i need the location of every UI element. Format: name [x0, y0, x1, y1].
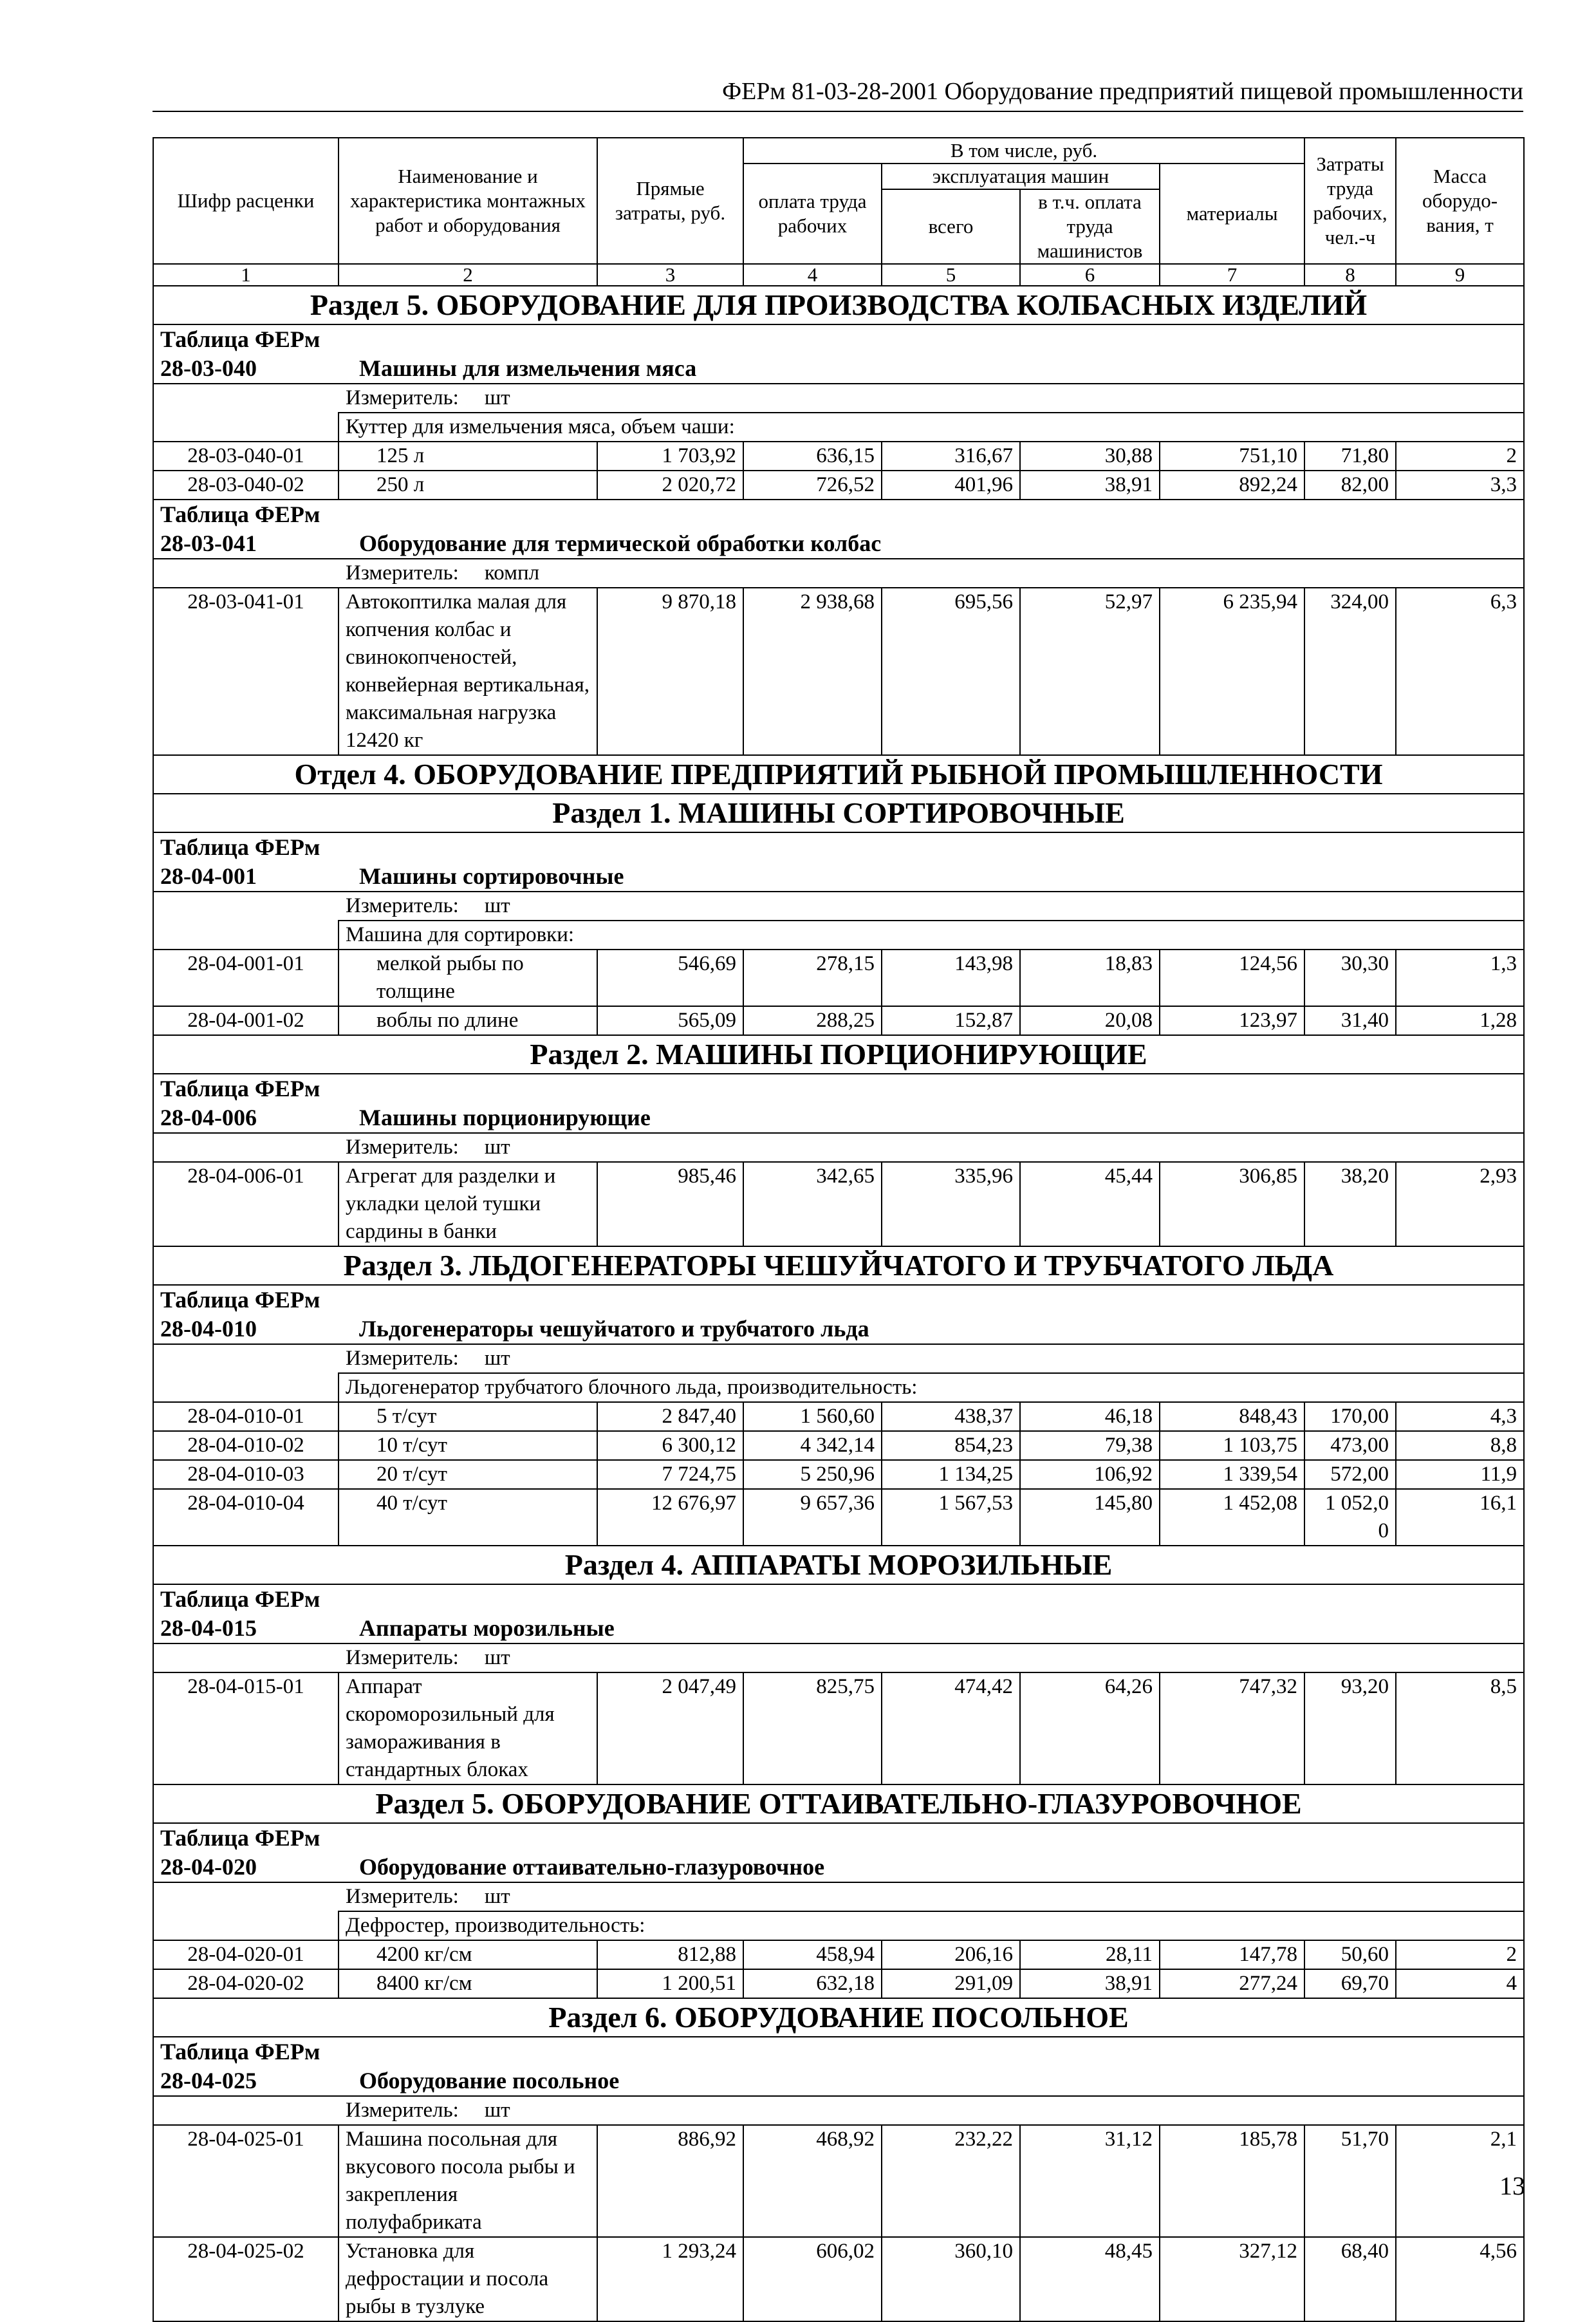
work-name: воблы по длине — [339, 1006, 597, 1035]
measure-row — [153, 384, 1524, 413]
table-title — [153, 2037, 1524, 2096]
cell-mass: 1,3 — [1396, 950, 1524, 1006]
measure-row — [153, 559, 1524, 588]
cell-total: 152,87 — [882, 1006, 1020, 1035]
cell-mass: 16,1 — [1396, 1489, 1524, 1546]
measure-label: Измеритель: — [346, 386, 459, 409]
group-label: Машина для сортировки: — [339, 921, 1524, 950]
table-row — [153, 1940, 1524, 1969]
cell-machinists: 31,12 — [1020, 2125, 1160, 2237]
table-row — [153, 1460, 1524, 1489]
cell-labor: 50,60 — [1304, 1940, 1396, 1969]
work-name: Установка для дефростации и посола рыбы в тузлуке — [339, 2237, 597, 2321]
cell-total: 232,22 — [882, 2125, 1020, 2237]
cell-mass: 8,5 — [1396, 1672, 1524, 1784]
cell-labor: 1 052,0 0 — [1304, 1489, 1396, 1546]
section-title: Отдел 4. ОБОРУДОВАНИЕ ПРЕДПРИЯТИЙ РЫБНОЙ ПРОМЫШЛЕННОСТИ — [153, 755, 1524, 794]
table-title — [153, 1823, 1524, 1882]
rate-code: 28-04-001-02 — [153, 1006, 339, 1035]
section-row — [153, 1546, 1524, 1584]
cell-wages: 468,92 — [743, 2125, 882, 2237]
cell-machinists: 30,88 — [1020, 442, 1160, 471]
table-id: Таблица ФЕРм 28-03-041 — [160, 501, 320, 556]
rate-code: 28-04-010-04 — [153, 1489, 339, 1546]
group-blank — [153, 921, 339, 950]
measure-row — [153, 1133, 1524, 1162]
cell-total: 854,23 — [882, 1431, 1020, 1460]
rate-code: 28-04-001-01 — [153, 950, 339, 1006]
cell-total: 206,16 — [882, 1940, 1020, 1969]
table-title-row — [153, 832, 1524, 892]
measure — [153, 892, 1524, 921]
cell-machinists: 46,18 — [1020, 1402, 1160, 1431]
section-row — [153, 1246, 1524, 1285]
measure-label: Измеритель: — [346, 1885, 459, 1908]
cell-labor: 38,20 — [1304, 1162, 1396, 1246]
cell-direct: 2 847,40 — [597, 1402, 743, 1431]
section-title: Раздел 4. АППАРАТЫ МОРОЗИЛЬНЫЕ — [153, 1546, 1524, 1584]
group-row — [153, 1911, 1524, 1940]
rate-code: 28-04-010-01 — [153, 1402, 339, 1431]
table-name: Оборудование посольное — [359, 2068, 620, 2093]
cell-total: 360,10 — [882, 2237, 1020, 2321]
cell-machinists: 45,44 — [1020, 1162, 1160, 1246]
measure-label: Измеритель: — [346, 1646, 459, 1669]
measure-unit: шт — [484, 1885, 510, 1908]
group-label: Куттер для измельчения мяса, объем чаши: — [339, 413, 1524, 442]
section-row — [153, 794, 1524, 832]
cell-wages: 4 342,14 — [743, 1431, 882, 1460]
measure-unit: шт — [484, 2099, 510, 2122]
group-blank — [153, 413, 339, 442]
cell-materials: 892,24 — [1160, 471, 1304, 500]
cell-direct: 1 293,24 — [597, 2237, 743, 2321]
cell-materials: 747,32 — [1160, 1672, 1304, 1784]
table-row — [153, 1489, 1524, 1546]
cell-mass: 4,3 — [1396, 1402, 1524, 1431]
cell-mass: 2 — [1396, 1940, 1524, 1969]
measure-row — [153, 1882, 1524, 1911]
work-name: 20 т/сут — [339, 1460, 597, 1489]
cell-direct: 1 703,92 — [597, 442, 743, 471]
group-row — [153, 1373, 1524, 1402]
table-row — [153, 1969, 1524, 1998]
table-title-row — [153, 1285, 1524, 1344]
group-blank — [153, 1911, 339, 1940]
cell-materials: 6 235,94 — [1160, 588, 1304, 755]
cell-machinists: 64,26 — [1020, 1672, 1160, 1784]
page-number: 13 — [1499, 2171, 1525, 2200]
measure-row — [153, 1344, 1524, 1373]
cell-machinists: 48,45 — [1020, 2237, 1160, 2321]
running-header: ФЕРм 81-03-28-2001 Оборудование предприятий пищевой промышленности — [153, 76, 1523, 112]
cell-materials: 327,12 — [1160, 2237, 1304, 2321]
table-title — [153, 324, 1524, 384]
cell-materials: 277,24 — [1160, 1969, 1304, 1998]
cell-labor: 69,70 — [1304, 1969, 1396, 1998]
measure — [153, 1133, 1524, 1162]
measure — [153, 1643, 1524, 1672]
rate-code: 28-04-010-03 — [153, 1460, 339, 1489]
section-row — [153, 1035, 1524, 1074]
table-row — [153, 1672, 1524, 1784]
cell-wages: 278,15 — [743, 950, 882, 1006]
measure-row — [153, 892, 1524, 921]
measure — [153, 2096, 1524, 2125]
work-name: 4200 кг/см — [339, 1940, 597, 1969]
table-row — [153, 1006, 1524, 1035]
work-name: 10 т/сут — [339, 1431, 597, 1460]
measure-unit: шт — [484, 1136, 510, 1159]
cell-labor: 51,70 — [1304, 2125, 1396, 2237]
cell-direct: 12 676,97 — [597, 1489, 743, 1546]
work-name: Аппарат скороморозильный для замораживания в стандартных блоках — [339, 1672, 597, 1784]
table-row — [153, 442, 1524, 471]
rate-code: 28-04-015-01 — [153, 1672, 339, 1784]
group-row — [153, 413, 1524, 442]
cell-total: 438,37 — [882, 1402, 1020, 1431]
cell-wages: 636,15 — [743, 442, 882, 471]
table-row — [153, 588, 1524, 755]
section-row — [153, 286, 1524, 324]
work-name: мелкой рыбы по толщине — [339, 950, 597, 1006]
section-row — [153, 755, 1524, 794]
col-machinists: в т.ч. оплата труда машинистов — [1020, 189, 1160, 264]
section-row — [153, 1784, 1524, 1823]
table-id: Таблица ФЕРм 28-04-020 — [160, 1825, 320, 1880]
table-title-row — [153, 1823, 1524, 1882]
cell-machinists: 38,91 — [1020, 1969, 1160, 1998]
col-wages: оплата труда рабочих — [743, 164, 882, 264]
rate-code: 28-04-006-01 — [153, 1162, 339, 1246]
cell-machinists: 79,38 — [1020, 1431, 1160, 1460]
cell-materials: 1 103,75 — [1160, 1431, 1304, 1460]
measure-unit: компл — [484, 561, 540, 585]
measure-unit: шт — [484, 386, 510, 409]
cell-total: 291,09 — [882, 1969, 1020, 1998]
table-row — [153, 1162, 1524, 1246]
cell-total: 316,67 — [882, 442, 1020, 471]
table-title — [153, 1285, 1524, 1344]
group-row — [153, 921, 1524, 950]
table-body — [153, 286, 1524, 2321]
col-code: Шифр расценки — [153, 138, 339, 264]
measure — [153, 1882, 1524, 1911]
table-row — [153, 471, 1524, 500]
cell-direct: 2 020,72 — [597, 471, 743, 500]
cell-materials: 185,78 — [1160, 2125, 1304, 2237]
table-title-row — [153, 500, 1524, 559]
cell-mass: 4,56 — [1396, 2237, 1524, 2321]
measure-label: Измеритель: — [346, 1347, 459, 1370]
cell-direct: 812,88 — [597, 1940, 743, 1969]
cell-labor: 71,80 — [1304, 442, 1396, 471]
col-direct: Прямые затраты, руб. — [597, 138, 743, 264]
col-incl: В том числе, руб. — [743, 138, 1304, 164]
cell-wages: 288,25 — [743, 1006, 882, 1035]
group-label: Льдогенератор трубчатого блочного льда, производительность: — [339, 1373, 1524, 1402]
cell-labor: 31,40 — [1304, 1006, 1396, 1035]
cell-total: 335,96 — [882, 1162, 1020, 1246]
cell-machinists: 38,91 — [1020, 471, 1160, 500]
cell-direct: 886,92 — [597, 2125, 743, 2237]
cell-direct: 2 047,49 — [597, 1672, 743, 1784]
section-row — [153, 1998, 1524, 2037]
measure — [153, 559, 1524, 588]
table-row — [153, 950, 1524, 1006]
table-row — [153, 2125, 1524, 2237]
cell-total: 401,96 — [882, 471, 1020, 500]
table-id: Таблица ФЕРм 28-04-010 — [160, 1287, 320, 1342]
section-title: Раздел 5. ОБОРУДОВАНИЕ ДЛЯ ПРОИЗВОДСТВА КОЛБАСНЫХ ИЗДЕЛИЙ — [153, 286, 1524, 324]
cell-materials: 124,56 — [1160, 950, 1304, 1006]
rate-code: 28-03-041-01 — [153, 588, 339, 755]
cell-machinists: 145,80 — [1020, 1489, 1160, 1546]
cell-labor: 473,00 — [1304, 1431, 1396, 1460]
cell-direct: 7 724,75 — [597, 1460, 743, 1489]
cell-labor: 324,00 — [1304, 588, 1396, 755]
measure-row — [153, 1643, 1524, 1672]
work-name: Агрегат для разделки и укладки целой тушки сардины в банки — [339, 1162, 597, 1246]
column-numbers-row: 1 2 3 4 5 6 7 8 9 — [153, 264, 1524, 286]
measure-unit: шт — [484, 1347, 510, 1370]
cell-wages: 2 938,68 — [743, 588, 882, 755]
cell-materials: 1 339,54 — [1160, 1460, 1304, 1489]
cell-mass: 8,8 — [1396, 1431, 1524, 1460]
section-title: Раздел 6. ОБОРУДОВАНИЕ ПОСОЛЬНОЕ — [153, 1998, 1524, 2037]
cell-direct: 9 870,18 — [597, 588, 743, 755]
table-title-row — [153, 1074, 1524, 1133]
cell-labor: 170,00 — [1304, 1402, 1396, 1431]
cell-direct: 565,09 — [597, 1006, 743, 1035]
table-name: Оборудование оттаивательно-глазуровочное — [359, 1854, 825, 1880]
rate-code: 28-04-010-02 — [153, 1431, 339, 1460]
cell-mass: 1,28 — [1396, 1006, 1524, 1035]
cell-direct: 985,46 — [597, 1162, 743, 1246]
cell-labor: 82,00 — [1304, 471, 1396, 500]
work-name: 5 т/сут — [339, 1402, 597, 1431]
cell-labor: 572,00 — [1304, 1460, 1396, 1489]
col-name: Наименование и характеристика монтажных работ и оборудования — [339, 138, 597, 264]
cell-wages: 458,94 — [743, 1940, 882, 1969]
section-title: Раздел 5. ОБОРУДОВАНИЕ ОТТАИВАТЕЛЬНО-ГЛАЗУРОВОЧНОЕ — [153, 1784, 1524, 1823]
table-row — [153, 1402, 1524, 1431]
cell-wages: 606,02 — [743, 2237, 882, 2321]
cell-mass: 2 — [1396, 442, 1524, 471]
cell-machinists: 28,11 — [1020, 1940, 1160, 1969]
work-name: 8400 кг/см — [339, 1969, 597, 1998]
cell-labor: 30,30 — [1304, 950, 1396, 1006]
table-title-row — [153, 2037, 1524, 2096]
table-title — [153, 1074, 1524, 1133]
cell-mass: 3,3 — [1396, 471, 1524, 500]
cell-wages: 1 560,60 — [743, 1402, 882, 1431]
cell-direct: 1 200,51 — [597, 1969, 743, 1998]
cell-materials: 147,78 — [1160, 1940, 1304, 1969]
cell-mass: 6,3 — [1396, 588, 1524, 755]
cell-wages: 632,18 — [743, 1969, 882, 1998]
table-id: Таблица ФЕРм 28-04-025 — [160, 2039, 320, 2093]
rate-code: 28-04-020-02 — [153, 1969, 339, 1998]
cell-machinists: 106,92 — [1020, 1460, 1160, 1489]
table-id: Таблица ФЕРм 28-04-015 — [160, 1586, 320, 1641]
cell-wages: 5 250,96 — [743, 1460, 882, 1489]
col-labor: Затраты труда рабочих, чел.-ч — [1304, 138, 1396, 264]
cell-materials: 1 452,08 — [1160, 1489, 1304, 1546]
measure — [153, 1344, 1524, 1373]
cell-labor: 93,20 — [1304, 1672, 1396, 1784]
rates-table — [153, 137, 1525, 2322]
cell-machinists: 20,08 — [1020, 1006, 1160, 1035]
cell-total: 143,98 — [882, 950, 1020, 1006]
work-name: 125 л — [339, 442, 597, 471]
cell-wages: 9 657,36 — [743, 1489, 882, 1546]
rate-code: 28-04-025-02 — [153, 2237, 339, 2321]
cell-materials: 848,43 — [1160, 1402, 1304, 1431]
section-title: Раздел 2. МАШИНЫ ПОРЦИОНИРУЮЩИЕ — [153, 1035, 1524, 1074]
cell-mass: 2,93 — [1396, 1162, 1524, 1246]
cell-mass: 2,1 — [1396, 2125, 1524, 2237]
work-name: Машина посольная для вкусового посола рыбы и закрепления полуфабриката — [339, 2125, 597, 2237]
cell-mass: 4 — [1396, 1969, 1524, 1998]
measure-unit: шт — [484, 1646, 510, 1669]
measure-label: Измеритель: — [346, 561, 459, 585]
cell-materials: 123,97 — [1160, 1006, 1304, 1035]
cell-wages: 342,65 — [743, 1162, 882, 1246]
table-header — [153, 138, 1524, 286]
table-name: Оборудование для термической обработки колбас — [359, 530, 882, 556]
group-label: Дефростер, производительность: — [339, 1911, 1524, 1940]
cell-materials: 306,85 — [1160, 1162, 1304, 1246]
measure-unit: шт — [484, 894, 510, 917]
measure-label: Измеритель: — [346, 2099, 459, 2122]
cell-wages: 825,75 — [743, 1672, 882, 1784]
cell-total: 474,42 — [882, 1672, 1020, 1784]
cell-mass: 11,9 — [1396, 1460, 1524, 1489]
table-title — [153, 500, 1524, 559]
work-name: Автокоптилка малая для копчения колбас и свинокопченостей, конвейерная вертикальная, максимальная нагрузка 12420 кг — [339, 588, 597, 755]
work-name: 40 т/сут — [339, 1489, 597, 1546]
cell-direct: 546,69 — [597, 950, 743, 1006]
cell-total: 1 567,53 — [882, 1489, 1020, 1546]
group-blank — [153, 1373, 339, 1402]
table-name: Машины порционирующие — [359, 1105, 651, 1130]
table-id: Таблица ФЕРм 28-03-040 — [160, 326, 320, 381]
cell-materials: 751,10 — [1160, 442, 1304, 471]
cell-machinists: 52,97 — [1020, 588, 1160, 755]
rate-code: 28-03-040-02 — [153, 471, 339, 500]
table-title — [153, 832, 1524, 892]
table-name: Машины сортировочные — [359, 863, 624, 889]
measure — [153, 384, 1524, 413]
table-id: Таблица ФЕРм 28-04-001 — [160, 834, 320, 889]
table-title-row — [153, 1584, 1524, 1643]
cell-total: 1 134,25 — [882, 1460, 1020, 1489]
cell-direct: 6 300,12 — [597, 1431, 743, 1460]
rate-code: 28-03-040-01 — [153, 442, 339, 471]
table-title-row — [153, 324, 1524, 384]
cell-labor: 68,40 — [1304, 2237, 1396, 2321]
table-name: Машины для измельчения мяса — [359, 355, 697, 381]
table-id: Таблица ФЕРм 28-04-006 — [160, 1076, 320, 1130]
work-name: 250 л — [339, 471, 597, 500]
col-mass: Масса оборудо-вания, т — [1396, 138, 1524, 264]
cell-wages: 726,52 — [743, 471, 882, 500]
measure-label: Измеритель: — [346, 1136, 459, 1159]
table-title — [153, 1584, 1524, 1643]
rate-code: 28-04-020-01 — [153, 1940, 339, 1969]
measure-label: Измеритель: — [346, 894, 459, 917]
col-total: всего — [882, 189, 1020, 264]
table-row — [153, 1431, 1524, 1460]
table-row — [153, 2237, 1524, 2321]
cell-total: 695,56 — [882, 588, 1020, 755]
section-title: Раздел 3. ЛЬДОГЕНЕРАТОРЫ ЧЕШУЙЧАТОГО И ТРУБЧАТОГО ЛЬДА — [153, 1246, 1524, 1285]
col-materials: материалы — [1160, 164, 1304, 264]
section-title: Раздел 1. МАШИНЫ СОРТИРОВОЧНЫЕ — [153, 794, 1524, 832]
table-name: Аппараты морозильные — [359, 1615, 615, 1641]
cell-machinists: 18,83 — [1020, 950, 1160, 1006]
measure-row — [153, 2096, 1524, 2125]
table-name: Льдогенераторы чешуйчатого и трубчатого льда — [359, 1316, 869, 1342]
rate-code: 28-04-025-01 — [153, 2125, 339, 2237]
col-machines: эксплуатация машин — [882, 164, 1160, 189]
